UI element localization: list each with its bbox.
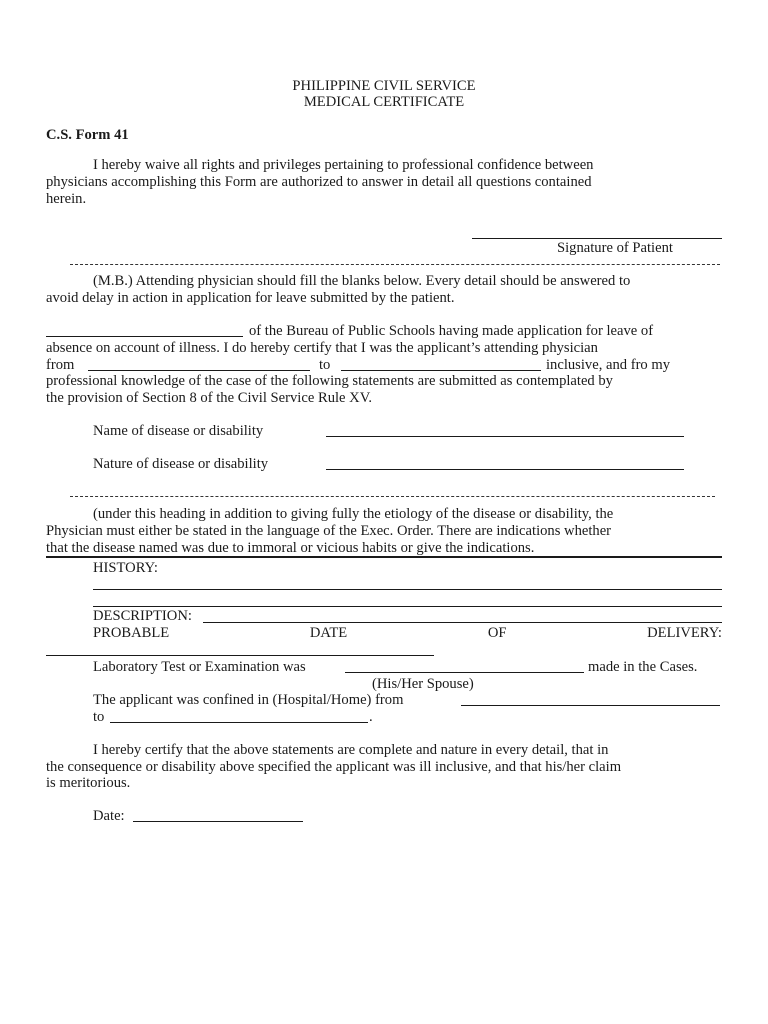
spouse-note: (His/Her Spouse) (372, 676, 474, 692)
lab-prefix: Laboratory Test or Examination was (93, 659, 306, 675)
cert-line-3-tail: inclusive, and fro my (546, 357, 671, 373)
delivery-line (93, 625, 722, 642)
etiology-line-1: (under this heading in addition to giving fully the etiology of the disease or disability, the (93, 506, 614, 522)
date-label: Date: (93, 808, 125, 824)
instruction-line-1: (M.B.) Attending physician should fill the blanks below. Every detail should be answered to (93, 273, 631, 289)
cert-from-label: from (46, 357, 75, 373)
confinement-to-label: to (93, 709, 105, 725)
cert-to-label: to (319, 357, 331, 373)
history-field-2[interactable] (93, 592, 722, 607)
cert-line-5: the provision of Section 8 of the Civil Service Rule XV. (46, 390, 373, 406)
waiver-line-2: physicians accomplishing this Form are authorized to answer in detail all questions contained (46, 174, 592, 190)
attended-from-field[interactable] (88, 356, 310, 371)
cert-line-2: absence on account of illness. I do hereby certify that I was the applicant’s attending physician (46, 340, 598, 356)
description-label: DESCRIPTION: (93, 608, 192, 624)
attended-to-field[interactable] (341, 356, 541, 371)
form-agency-title: PHILIPPINE CIVIL SERVICE (292, 78, 476, 94)
lab-suffix: made in the Cases. (588, 659, 698, 675)
confinement-period: . (369, 709, 373, 725)
patient-signature-field[interactable] (472, 224, 722, 239)
delivery-word-4: DELIVERY: (647, 625, 722, 641)
delivery-date-field[interactable] (46, 641, 434, 656)
description-field[interactable] (203, 608, 722, 623)
delivery-word-1: PROBABLE (93, 625, 170, 641)
cert-line-4: professional knowledge of the case of the following statements are submitted as contemplated by (46, 373, 613, 389)
etiology-line-3: that the disease named was due to immoral or vicious habits or give the indications. (46, 540, 535, 556)
date-field[interactable] (133, 807, 303, 822)
cert-line-1: of the Bureau of Public Schools having made application for leave of (249, 323, 654, 339)
signature-of-patient-label: Signature of Patient (557, 240, 673, 256)
delivery-word-3: OF (487, 625, 507, 641)
dashed-separator-2 (70, 496, 715, 497)
disease-name-field[interactable] (326, 422, 684, 437)
etiology-line-2: Physician must either be stated in the language of the Exec. Order. There are indications whether (46, 523, 612, 539)
delivery-word-2: DATE (309, 625, 348, 641)
waiver-line-3: herein. (46, 191, 87, 207)
lab-test-field[interactable] (345, 658, 584, 673)
disease-nature-field[interactable] (326, 455, 684, 470)
history-label: HISTORY: (93, 560, 158, 576)
disease-name-label: Name of disease or disability (93, 423, 264, 439)
history-field-1[interactable] (93, 575, 722, 590)
final-cert-line-1: I hereby certify that the above statements are complete and nature in every detail, that in (93, 742, 609, 758)
dashed-separator-1 (70, 264, 720, 265)
instruction-line-2: avoid delay in action in application for leave submitted by the patient. (46, 290, 455, 306)
confinement-from-field[interactable] (461, 691, 720, 706)
section-rule (46, 556, 722, 558)
confinement-to-field[interactable] (110, 708, 368, 723)
teacher-name-field[interactable] (46, 322, 243, 337)
final-cert-line-3: is meritorious. (46, 775, 131, 791)
waiver-text-1: I hereby waive all rights and privileges pertaining to professional confidence between (93, 157, 594, 173)
confinement-prefix: The applicant was confined in (Hospital/Home) from (93, 692, 404, 708)
disease-nature-label: Nature of disease or disability (93, 456, 269, 472)
final-cert-line-2: the consequence or disability above specified the applicant was ill inclusive, and that his/her claim (46, 759, 622, 775)
form-title: MEDICAL CERTIFICATE (303, 94, 465, 110)
form-number: C.S. Form 41 (46, 127, 129, 143)
waiver-line-1 (93, 157, 720, 174)
